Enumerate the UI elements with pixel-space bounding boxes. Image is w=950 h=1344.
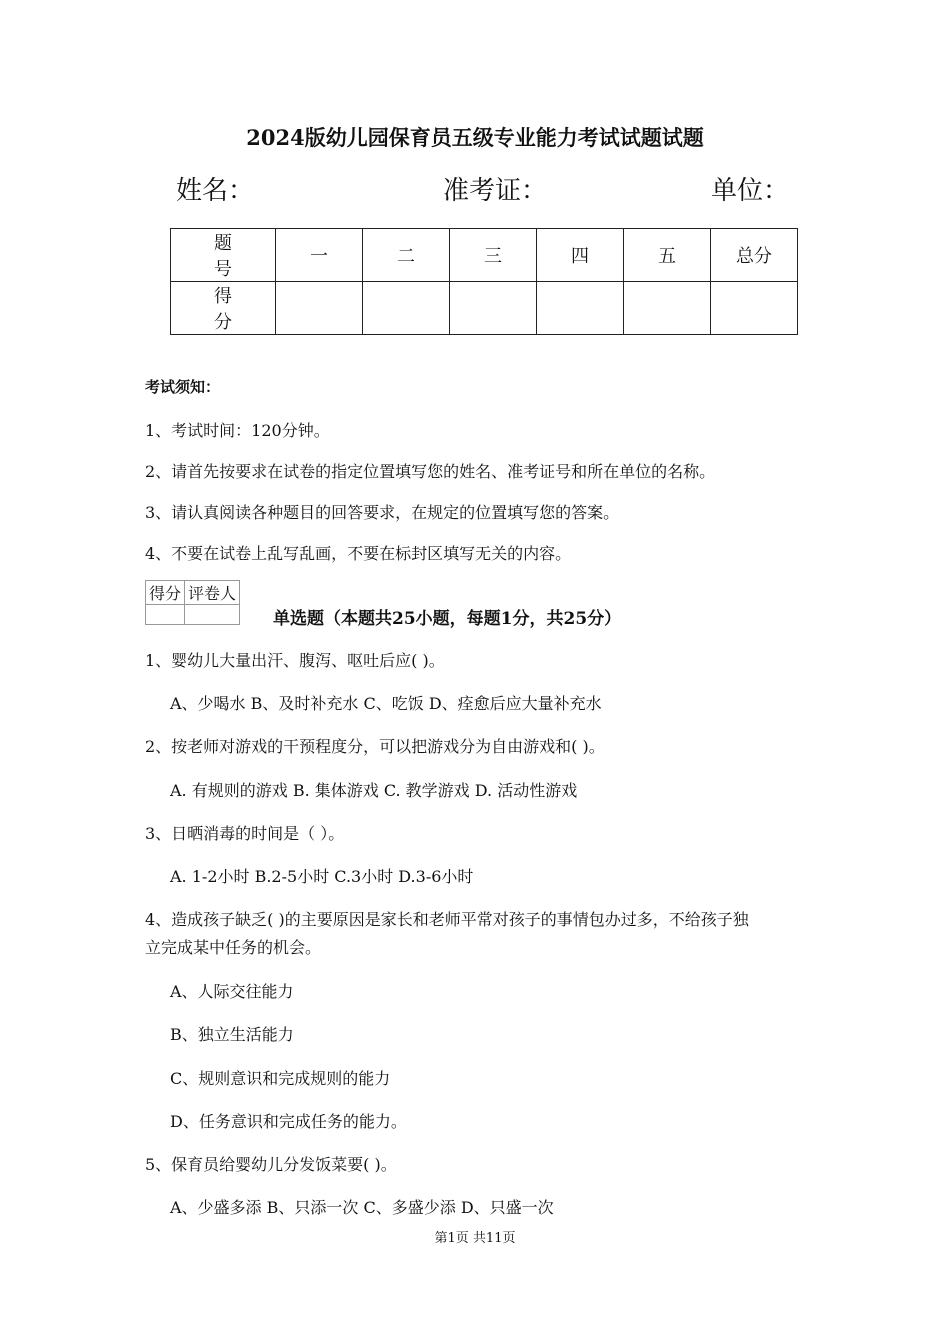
question-options: A、少喝水 B、及时补充水 C、吃饭 D、痊愈后应大量补充水 [170, 694, 602, 713]
grader-score-cell[interactable] [146, 605, 185, 625]
score-table-cell: 三 [450, 229, 537, 282]
exam-id-field-label: 准考证： [443, 176, 548, 206]
question-option: A、人际交往能力 [170, 982, 294, 1001]
score-table-cell: 得 分 [171, 282, 276, 335]
score-table-cell: 一 [276, 229, 363, 282]
notice-item: 3、请认真阅读各种题目的回答要求，在规定的位置填写您的答案。 [145, 503, 620, 522]
score-entry-cell[interactable] [363, 282, 450, 335]
page-footer: 第1页 共11页 [434, 1231, 516, 1246]
score-table-cell: 四 [537, 229, 624, 282]
score-table-score-row [171, 282, 798, 335]
score-table-cell: 二 [363, 229, 450, 282]
notice-heading: 考试须知： [145, 378, 221, 396]
score-table [170, 228, 798, 335]
score-table-cell: 五 [624, 229, 711, 282]
score-table-cell: 题 号 [171, 229, 276, 282]
score-entry-cell[interactable] [276, 282, 363, 335]
question-stem: 3、日晒消毒的时间是（ ）。 [145, 824, 345, 843]
score-entry-cell[interactable] [450, 282, 537, 335]
unit-field-label: 单位： [711, 176, 790, 206]
grader-score-label: 得分 [146, 581, 185, 605]
grader-name-label: 评卷人 [185, 581, 240, 605]
question-stem-continued: 立完成某中任务的机会。 [145, 938, 322, 957]
name-field-label: 姓名： [176, 176, 255, 206]
question-option: C、规则意识和完成规则的能力 [170, 1069, 391, 1088]
notice-item: 2、请首先按要求在试卷的指定位置填写您的姓名、准考证号和所在单位的名称。 [145, 462, 716, 481]
grader-box [145, 580, 240, 625]
question-option: B、独立生活能力 [170, 1025, 294, 1044]
score-table-cell: 总分 [711, 229, 798, 282]
question-stem: 2、按老师对游戏的干预程度分，可以把游戏分为自由游戏和( )。 [145, 737, 605, 756]
question-option: D、任务意识和完成任务的能力。 [170, 1112, 407, 1131]
question-stem: 4、造成孩子缺乏( )的主要原因是家长和老师平常对孩子的事情包办过多，不给孩子独 [145, 910, 749, 929]
score-entry-cell[interactable] [624, 282, 711, 335]
section-title: 单选题（本题共25小题，每题1分，共25分） [273, 609, 622, 629]
score-entry-cell[interactable] [537, 282, 624, 335]
question-options: A. 1-2小时 B.2-5小时 C.3小时 D.3-6小时 [170, 867, 474, 886]
score-table-header-row [171, 229, 798, 282]
document-title: 2024版幼儿园保育员五级专业能力考试试题试题 [246, 125, 704, 150]
question-options: A. 有规则的游戏 B. 集体游戏 C. 教学游戏 D. 活动性游戏 [170, 781, 578, 800]
score-entry-cell[interactable] [711, 282, 798, 335]
notice-item: 4、不要在试卷上乱写乱画，不要在标封区填写无关的内容。 [145, 544, 572, 563]
question-options: A、少盛多添 B、只添一次 C、多盛少添 D、只盛一次 [170, 1198, 554, 1217]
notice-item: 1、考试时间：120分钟。 [145, 421, 330, 440]
question-stem: 1、婴幼儿大量出汗、腹泻、呕吐后应( )。 [145, 651, 445, 670]
grader-name-cell[interactable] [185, 605, 240, 625]
question-stem: 5、保育员给婴幼儿分发饭菜要( )。 [145, 1155, 397, 1174]
